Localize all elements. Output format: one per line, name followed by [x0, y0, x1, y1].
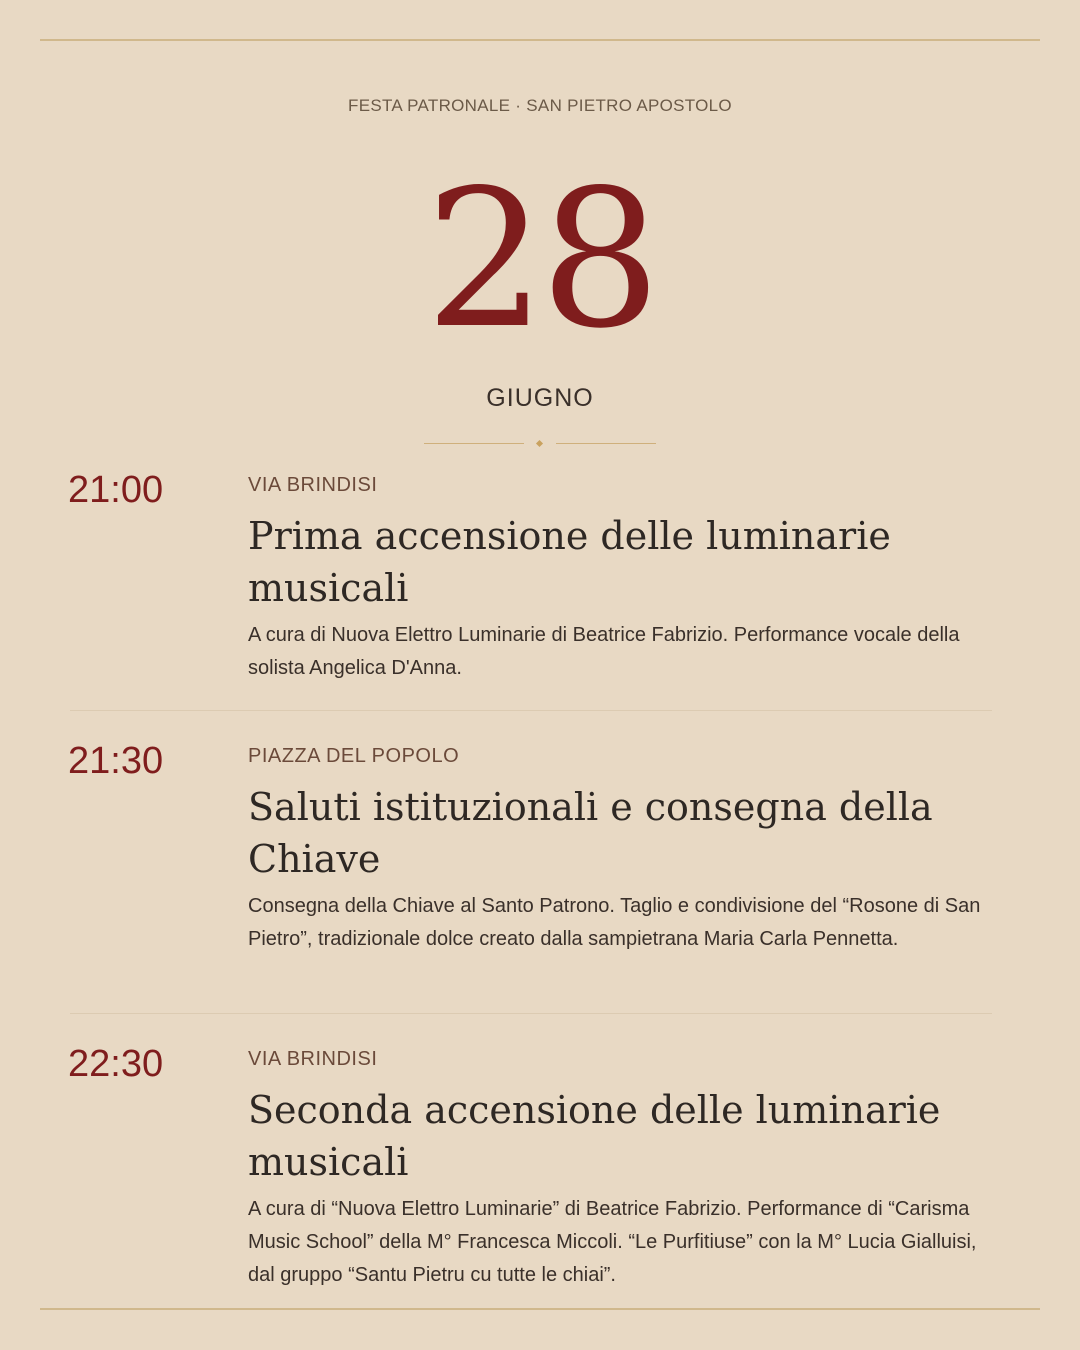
event-place: PIAZZA DEL POPOLO	[248, 745, 460, 767]
event-description: Consegna della Chiave al Santo Patrono. Taglio e condivisione del “Rosone di San Pietro”, tradizionale dolce creato dalla sampietrana Maria Carla Pennetta.	[248, 895, 981, 950]
event-description: A cura di “Nuova Elettro Luminarie” di Beatrice Fabrizio. Performance di “Carisma Music School” della M° Francesca Miccoli. “Le Purfitiuse” con la M° Lucia Gialluisi, dal gruppo “Santu Pietru cu tutte le chiai”.	[248, 1198, 977, 1286]
ornament-divider	[424, 436, 656, 452]
ornament-line-left	[424, 443, 524, 444]
diamond-icon	[536, 440, 543, 447]
event-separator	[70, 1013, 992, 1014]
event-time: 21:00	[68, 469, 164, 511]
ornament-line-right	[556, 443, 656, 444]
event-description: A cura di Nuova Elettro Luminarie di Beatrice Fabrizio. Performance vocale della solista Angelica D'Anna.	[248, 624, 960, 679]
date-day: 28	[425, 149, 655, 370]
bottom-divider	[40, 1308, 1040, 1310]
event-kicker: FESTA PATRONALE · SAN PIETRO APOSTOLO	[348, 96, 732, 115]
event-place: VIA BRINDISI	[248, 1048, 378, 1070]
event-title: Prima accensione delle luminarie musicali	[248, 514, 891, 610]
event-title: Seconda accensione delle luminarie musicali	[248, 1088, 941, 1184]
top-divider	[40, 39, 1040, 41]
event-separator	[70, 710, 992, 711]
event-time: 22:30	[68, 1043, 164, 1085]
event-time: 21:30	[68, 740, 164, 782]
date-month: GIUGNO	[486, 384, 594, 412]
event-title: Saluti istituzionali e consegna della Chiave	[248, 785, 933, 881]
event-place: VIA BRINDISI	[248, 474, 378, 496]
